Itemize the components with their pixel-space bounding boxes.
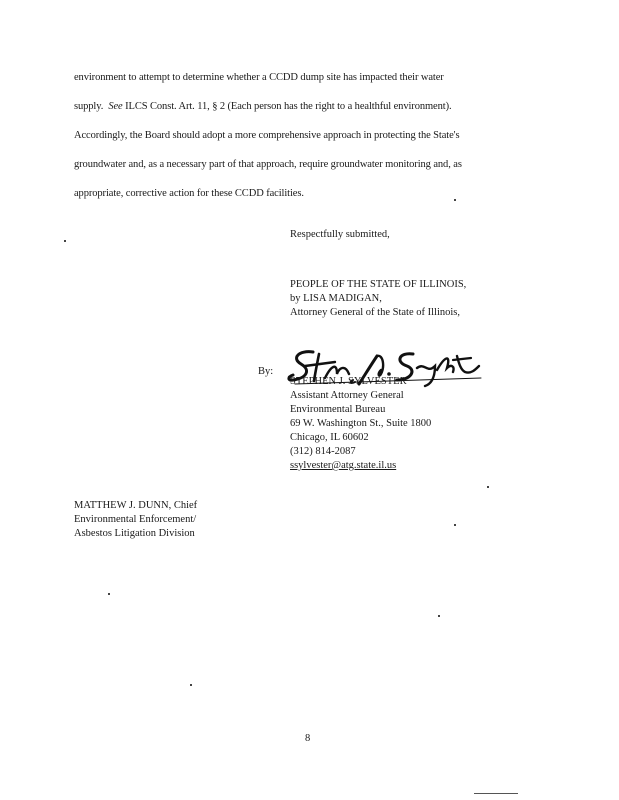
page-number: 8 bbox=[305, 733, 311, 744]
body-line-2: supply. See ILCS Const. Art. 11, § 2 (Each person has the right to a healthful environment). bbox=[74, 101, 452, 112]
by-label: By: bbox=[258, 366, 274, 377]
signer-title: Assistant Attorney General bbox=[290, 390, 404, 401]
respectfully-submitted: Respectfully submitted, bbox=[290, 229, 390, 240]
scan-speck bbox=[438, 615, 440, 617]
body-line-1: environment to attempt to determine whether a CCDD dump site has impacted their water bbox=[74, 72, 444, 83]
signer-name: STEPHEN J. SYLVESTER bbox=[290, 376, 407, 387]
email-link[interactable]: ssylvester@atg.state.il.us bbox=[290, 460, 397, 471]
cc-unit-2: Asbestos Litigation Division bbox=[74, 528, 195, 539]
phone: (312) 814-2087 bbox=[290, 446, 356, 457]
scan-speck bbox=[454, 199, 456, 201]
address-street: 69 W. Washington St., Suite 1800 bbox=[290, 418, 432, 429]
body-line-3: Accordingly, the Board should adopt a more comprehensive approach in protecting the State's bbox=[74, 130, 460, 141]
scan-speck bbox=[190, 684, 192, 686]
scan-speck bbox=[487, 486, 489, 488]
body-line-4: groundwater and, as a necessary part of that approach, require groundwater monitoring and, as bbox=[74, 159, 462, 170]
party-name: PEOPLE OF THE STATE OF ILLINOIS, bbox=[290, 279, 467, 290]
cc-unit-1: Environmental Enforcement/ bbox=[74, 514, 197, 525]
scan-speck bbox=[108, 593, 110, 595]
cc-name: MATTHEW J. DUNN, Chief bbox=[74, 500, 198, 511]
body-line-5: appropriate, corrective action for these CCDD facilities. bbox=[74, 188, 304, 199]
scan-speck bbox=[454, 524, 456, 526]
bureau: Environmental Bureau bbox=[290, 404, 386, 415]
by-attorney-general: by LISA MADIGAN, bbox=[290, 293, 382, 304]
address-city: Chicago, IL 60602 bbox=[290, 432, 369, 443]
footer-rule bbox=[474, 793, 518, 794]
scan-speck bbox=[64, 240, 66, 242]
attorney-general-title: Attorney General of the State of Illinois, bbox=[290, 307, 460, 318]
